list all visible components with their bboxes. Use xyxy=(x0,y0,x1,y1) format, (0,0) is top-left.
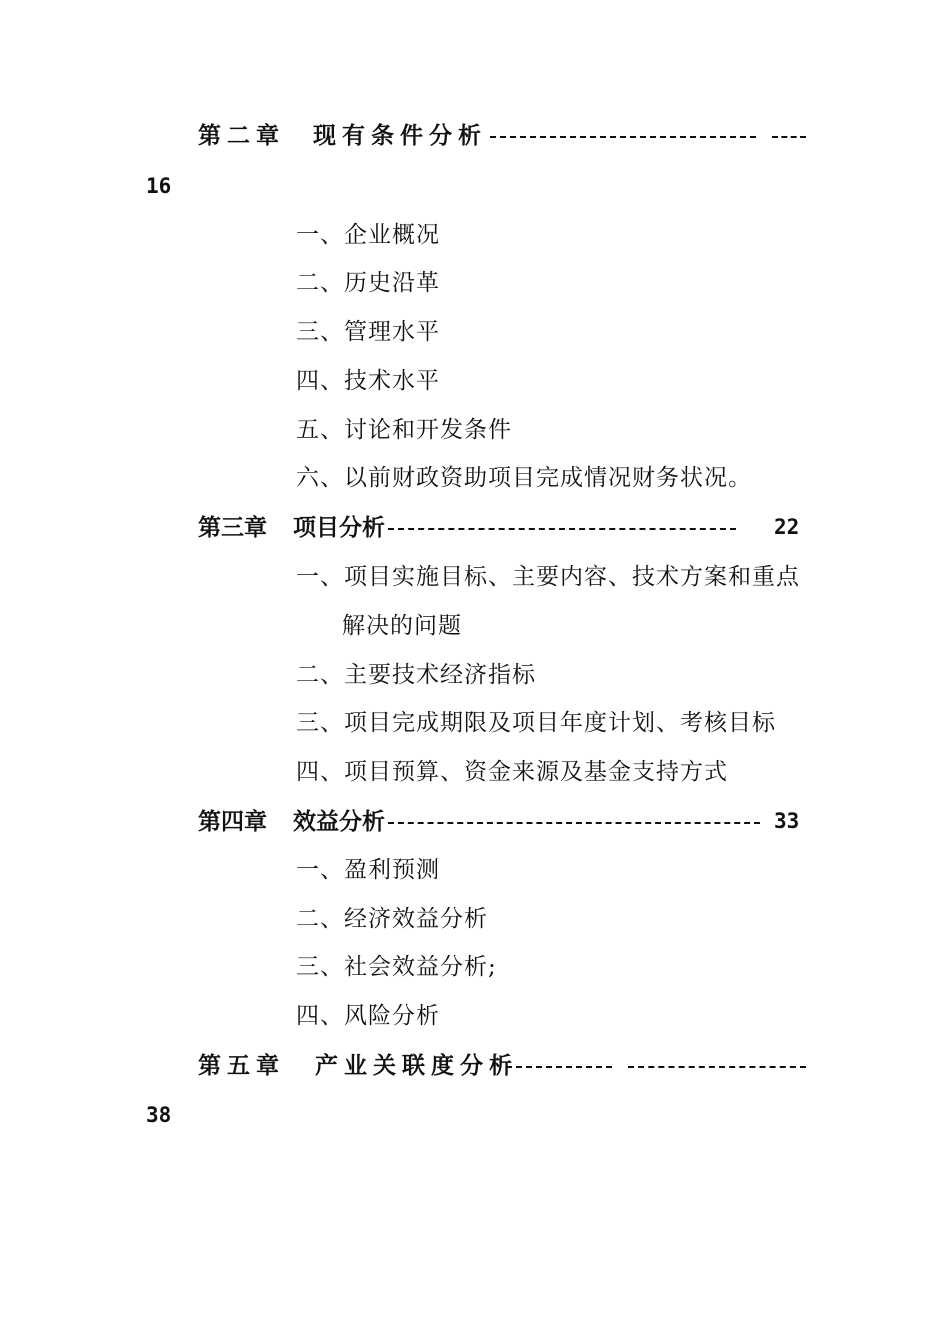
chapter-4-page-number: 33 xyxy=(774,809,800,833)
toc-item-4-2[interactable]: 二、经济效益分析 xyxy=(296,906,488,932)
chapter-2-number: 第二章 xyxy=(198,122,285,149)
chapter-3-page-number: 22 xyxy=(774,515,800,539)
chapter-2-heading[interactable] xyxy=(198,124,487,147)
toc-item-4-3[interactable]: 三、社会效益分析; xyxy=(296,954,497,980)
toc-item-3-4[interactable]: 四、项目预算、资金来源及基金支持方式 xyxy=(296,759,728,785)
chapter-3-leader xyxy=(388,528,736,530)
chapter-4-leader xyxy=(388,822,760,824)
toc-item-2-1[interactable]: 一、企业概况 xyxy=(296,222,440,248)
chapter-3-heading[interactable] xyxy=(198,516,385,539)
chapter-4-heading[interactable] xyxy=(198,810,385,833)
chapter-5-leader-tail xyxy=(628,1066,806,1068)
chapter-4-number: 第四章 xyxy=(198,808,267,835)
toc-item-3-1-cont[interactable]: 解决的问题 xyxy=(342,613,462,639)
chapter-2-leader-tail xyxy=(772,136,806,138)
chapter-2-page-number: 16 xyxy=(146,174,172,198)
chapter-5-number: 第五章 xyxy=(198,1052,285,1079)
chapter-2-leader xyxy=(490,136,756,138)
toc-item-4-4[interactable]: 四、风险分析 xyxy=(296,1003,440,1029)
toc-item-2-5[interactable]: 五、讨论和开发条件 xyxy=(296,417,512,443)
toc-item-2-6[interactable]: 六、以前财政资助项目完成情况财务状况。 xyxy=(296,465,752,491)
chapter-5-heading[interactable] xyxy=(198,1054,518,1077)
chapter-3-number: 第三章 xyxy=(198,514,267,541)
toc-item-2-3[interactable]: 三、管理水平 xyxy=(296,319,440,345)
chapter-3-title: 项目分析 xyxy=(293,514,385,541)
toc-item-3-3[interactable]: 三、项目完成期限及项目年度计划、考核目标 xyxy=(296,710,776,736)
toc-item-2-4[interactable]: 四、技术水平 xyxy=(296,368,440,394)
chapter-5-title: 产业关联度分析 xyxy=(315,1052,518,1079)
toc-item-4-1[interactable]: 一、盈利预测 xyxy=(296,857,440,883)
toc-item-3-2[interactable]: 二、主要技术经济指标 xyxy=(296,662,536,688)
chapter-5-leader xyxy=(506,1066,612,1068)
chapter-2-title: 现有条件分析 xyxy=(313,122,487,149)
toc-item-3-1[interactable]: 一、项目实施目标、主要内容、技术方案和重点 xyxy=(296,564,800,590)
toc-item-2-2[interactable]: 二、历史沿革 xyxy=(296,270,440,296)
chapter-5-page-number: 38 xyxy=(146,1103,172,1127)
chapter-4-title: 效益分析 xyxy=(293,808,385,835)
